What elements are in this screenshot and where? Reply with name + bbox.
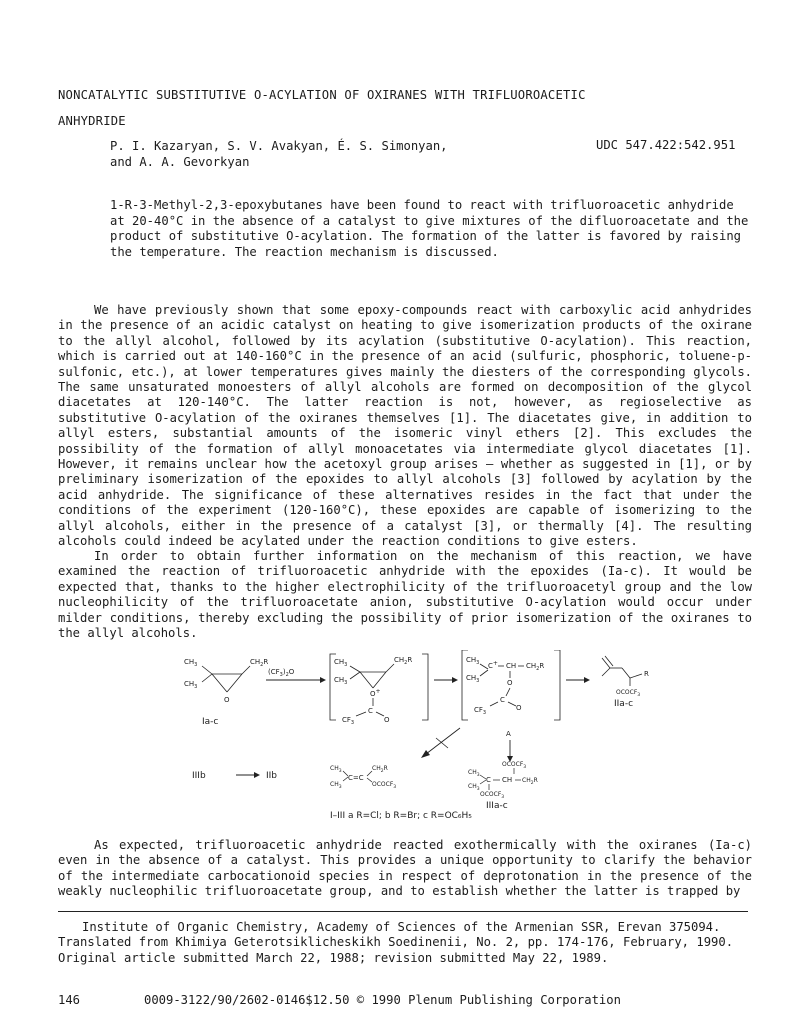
- product-IIIa: [468, 761, 538, 811]
- body-paragraph-2: [58, 549, 752, 641]
- paragraph-text: We have previously shown that some epoxy-compounds react with carboxylic acid anhydrides in the presence of an acidic catalyst on heating to give isomerization products of the oxirane to the allyl alcohol, followed by its acylation (substitutive O-acylation). This reaction, which is carried out at 140-160°C in the presence of an acid (sulfuric, phosphoric, toluene-p-sulfonic, etc.), at lower temperatures gives mainly the diesters of the corresponding glycols. The same unsaturated monoesters of allyl alcohols are formed on decomposition of the glycol diacetates at 120-140°C. The latter reaction is not, however, as regioselective as substitutive O-acylation of the oxiranes themselves [1]. The diacetates give, in addition to allyl esters, substantial amounts of the isomeric vinyl ethers [2]. This excludes the possibility of the formation of allyl monoacetates via intermediate glycol diacetates [1]. However, it remains unclear how the acetoxyl group arises – whether as suggested in [1], or by preliminary isomerization of the epoxides to allyl alcohols [3] followed by acylation by the acid anhydride. The significance of these alternatives resides in the fact that under the conditions of the experiment (120-160°C), these epoxides are capable of isomerizing to the allyl alcohols, either in the presence of a catalyst [3], or thermally [4]. The resulting alcohols could indeed be acylated under the reaction conditions to give esters.: [58, 303, 752, 549]
- svg-text:CH2R: $CH_2R$: [250, 658, 269, 668]
- svg-text:O: O: [224, 696, 230, 704]
- authors-line-2: and A. A. Gevorkyan: [110, 155, 250, 169]
- svg-text:CH3: $CH_3$: [184, 658, 198, 668]
- product-IIa: [602, 656, 649, 709]
- vinyl-ester: [330, 765, 396, 790]
- footnote-divider: [58, 911, 748, 912]
- svg-text:CH3: $CH_3$: [330, 765, 342, 774]
- svg-text:OCOCF3: $OCOCF_3$: [502, 761, 527, 770]
- page-number: 146: [58, 993, 81, 1007]
- title-line-1: NONCATALYTIC SUBSTITUTIVE O-ACYLATION OF OXIRANES WITH TRIFLUOROACETIC: [58, 88, 586, 102]
- svg-text:O: O: [516, 704, 522, 712]
- svg-text:CF3: $CF_3$: [342, 716, 355, 726]
- copyright-line: 0009-3122/90/2602-0146$12.50 © 1990 Plenum Publishing Corporation: [144, 993, 621, 1007]
- svg-text:OCOCF3: $OCOCF_3$: [616, 689, 641, 698]
- label-IIb: IIb: [266, 771, 278, 781]
- paragraph-text: In order to obtain further information on the mechanism of this reaction, we have examined the reaction of trifluoroacetic anhydride with the epoxides (Ia-c). It would be expected that, thanks to the higher electrophilicity of the trifluoroacetyl group and the low nucleophilicity of the trifluoroacetate anion, substitutive O-acylation would occur under milder conditions, thereby excluding the possibility of prior isomerization of the oxiranes to the allyl alcohols.: [58, 549, 752, 641]
- blocked-arrow: [421, 728, 460, 758]
- label-Ia: Ia-c: [202, 717, 219, 727]
- svg-text:OCOCF3: $OCOCF_3$: [480, 791, 505, 800]
- svg-text:CH2R: $CH_2R$: [522, 777, 538, 786]
- intermediate-carbocation: [462, 650, 560, 720]
- authors-line-1: P. I. Kazaryan, S. V. Avakyan, É. S. Simonyan,: [110, 139, 448, 153]
- body-paragraph-1: [58, 303, 752, 550]
- svg-text:OCOCF3: $OCOCF_3$: [372, 781, 397, 790]
- title-line-2: ANHYDRIDE: [58, 114, 126, 128]
- svg-text:CH2R: $CH_2R$: [394, 656, 413, 666]
- label-IIIa: IIIa-c: [486, 801, 508, 811]
- svg-text:C: C: [486, 776, 491, 784]
- svg-text:CH3: $CH_3$: [184, 680, 198, 690]
- svg-text:CH3: $CH_3$: [334, 676, 348, 686]
- svg-text:C: C: [368, 707, 373, 715]
- footnote: [58, 920, 752, 966]
- svg-text:CH3: $CH_3$: [334, 658, 348, 668]
- epoxide-Ia: [184, 658, 268, 727]
- svg-text:CH: CH: [506, 662, 517, 670]
- svg-text:CH2R: $CH_2R$: [526, 662, 545, 672]
- svg-text:CH: CH: [502, 776, 513, 784]
- label-IIIb: IIIb: [192, 771, 206, 781]
- intermediate-oxonium: [330, 654, 428, 726]
- svg-text:C+: C+: [488, 660, 498, 670]
- svg-text:CH3: $CH_3$: [466, 656, 480, 666]
- paper-title: [58, 82, 618, 134]
- pathway-a-label: A: [506, 730, 511, 738]
- scheme-caption: I–III a R=Cl; b R=Br; c R=OC₆H₅: [330, 811, 472, 820]
- body-paragraph-3: [58, 838, 752, 900]
- reaction-scheme: [150, 650, 670, 820]
- svg-text:CF3: $CF_3$: [474, 706, 487, 716]
- svg-text:R: R: [644, 670, 649, 678]
- svg-text:O: O: [507, 679, 513, 687]
- svg-text:CH3: $CH_3$: [468, 769, 480, 778]
- paragraph-text: As expected, trifluoroacetic anhydride reacted exothermically with the oxiranes (Ia-c) even in the absence of a catalyst. This provides a unique opportunity to clarify the behavior of the intermediate carbocationoid species in respect of deprotonation in the presence of the weakly nucleophilic trifluoroacetate group, and to establish whether the latter is trapped by: [58, 838, 752, 899]
- authors: [110, 138, 448, 170]
- svg-text:C: C: [500, 696, 505, 704]
- svg-text:CH3: $CH_3$: [330, 781, 342, 790]
- footnote-text: Institute of Organic Chemistry, Academy of Sciences of the Armenian SSR, Erevan 375094. Translated from Khimiya Geterotsiklicheskikh Soedinenii, No. 2, pp. 174-176, February, 1990. Original article submitted March 22, 1988; revision submitted May 22, 1989.: [58, 920, 734, 965]
- abstract: 1-R-3-Methyl-2,3-epoxybutanes have been found to react with trifluoroacetic anhydride at 20-40°C in the absence of a catalyst to give mixtures of the difluoroacetate and the product of substitutive O-acylation. The formation of the latter is favored by raising the temperature. The reaction mechanism is discussed.: [110, 198, 749, 259]
- svg-text:O+: O+: [370, 688, 381, 698]
- reagent-arrow: [266, 668, 326, 683]
- svg-text:O: O: [384, 716, 390, 724]
- svg-text:(CF3)2O: $(CF_3)_2O$: [268, 668, 295, 678]
- svg-text:C=C: C=C: [348, 774, 364, 782]
- svg-text:CH3: $CH_3$: [468, 783, 480, 792]
- svg-text:CH3: $CH_3$: [466, 674, 480, 684]
- udc-code: UDC 547.422:542.951: [596, 138, 736, 152]
- label-IIa: IIa-c: [614, 699, 634, 709]
- svg-text:CH2R: $CH_2R$: [372, 765, 388, 774]
